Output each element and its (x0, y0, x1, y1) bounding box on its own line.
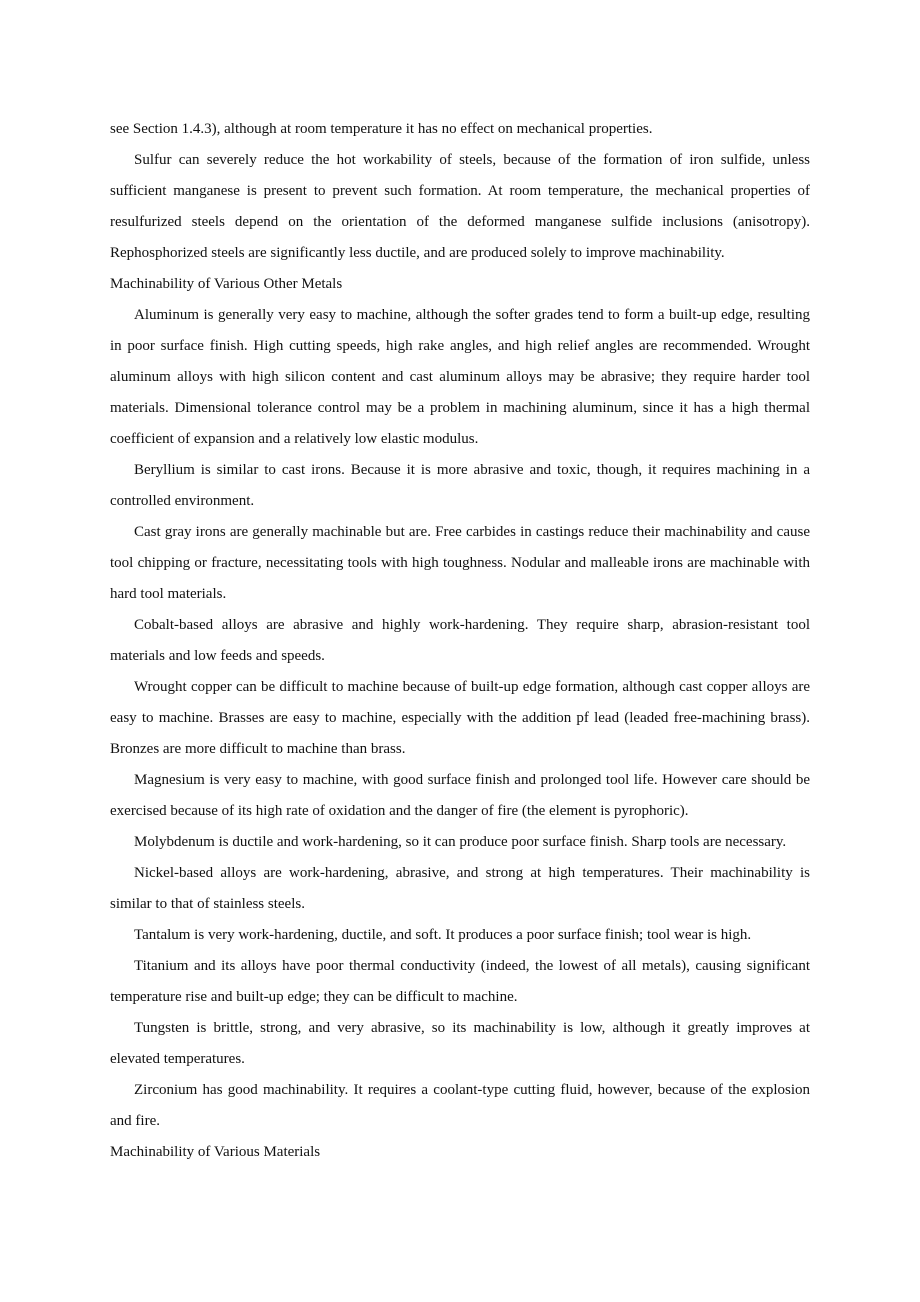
section-heading-various-materials: Machinability of Various Materials (110, 1144, 321, 1160)
paragraph-titanium: Titanium and its alloys have poor thermal conductivity (indeed, the lowest of all metals), causing significant temperature rise and built-up edge; they can be difficult to machine. (110, 958, 810, 1005)
paragraph-nickel: Nickel-based alloys are work-hardening, abrasive, and strong at high temperatures. Their machinability is similar to that of stainless steels. (110, 865, 810, 912)
paragraph-continuation: see Section 1.4.3), although at room temperature it has no effect on mechanical properties. (110, 121, 653, 137)
paragraph-cast-gray-irons: Cast gray irons are generally machinable but are. Free carbides in castings reduce their machinability and cause tool chipping or fracture, necessitating tools with high toughness. Nodular and malleable irons are machinable with hard tool materials. (110, 524, 810, 602)
paragraph-beryllium: Beryllium is similar to cast irons. Because it is more abrasive and toxic, though, it requires machining in a controlled environment. (110, 462, 810, 509)
paragraph-tungsten: Tungsten is brittle, strong, and very abrasive, so its machinability is low, although it greatly improves at elevated temperatures. (110, 1020, 810, 1067)
paragraph-molybdenum: Molybdenum is ductile and work-hardening, so it can produce poor surface finish. Sharp tools are necessary. (134, 834, 787, 850)
paragraph-cobalt: Cobalt-based alloys are abrasive and highly work-hardening. They require sharp, abrasion-resistant tool materials and low feeds and speeds. (110, 617, 810, 664)
paragraph-sulfur: Sulfur can severely reduce the hot workability of steels, because of the formation of iron sulfide, unless sufficient manganese is present to prevent such formation. At room temperature, the mechanical properties of resulfurized steels depend on the orientation of the deformed manganese sulfide inclusions (anisotropy). Rephosphorized steels are significantly less ductile, and are produced solely to improve machinability. (110, 152, 810, 261)
paragraph-copper: Wrought copper can be difficult to machine because of built-up edge formation, although cast copper alloys are easy to machine. Brasses are easy to machine, especially with the addition pf lead (leaded free-machining brass). Bronzes are more difficult to machine than brass. (110, 679, 810, 757)
document-page (110, 114, 810, 1168)
paragraph-magnesium: Magnesium is very easy to machine, with good surface finish and prolonged tool life. However care should be exercised because of its high rate of oxidation and the danger of fire (the element is pyrophoric). (110, 772, 810, 819)
paragraph-tantalum: Tantalum is very work-hardening, ductile, and soft. It produces a poor surface finish; tool wear is high. (134, 927, 752, 943)
paragraph-aluminum: Aluminum is generally very easy to machine, although the softer grades tend to form a built-up edge, resulting in poor surface finish. High cutting speeds, high rake angles, and high relief angles are recommended. Wrought aluminum alloys with high silicon content and cast aluminum alloys may be abrasive; they require harder tool materials. Dimensional tolerance control may be a problem in machining aluminum, since it has a high thermal coefficient of expansion and a relatively low elastic modulus. (110, 307, 810, 447)
section-heading-other-metals: Machinability of Various Other Metals (110, 276, 343, 292)
paragraph-zirconium: Zirconium has good machinability. It requires a coolant-type cutting fluid, however, because of the explosion and fire. (110, 1082, 810, 1129)
